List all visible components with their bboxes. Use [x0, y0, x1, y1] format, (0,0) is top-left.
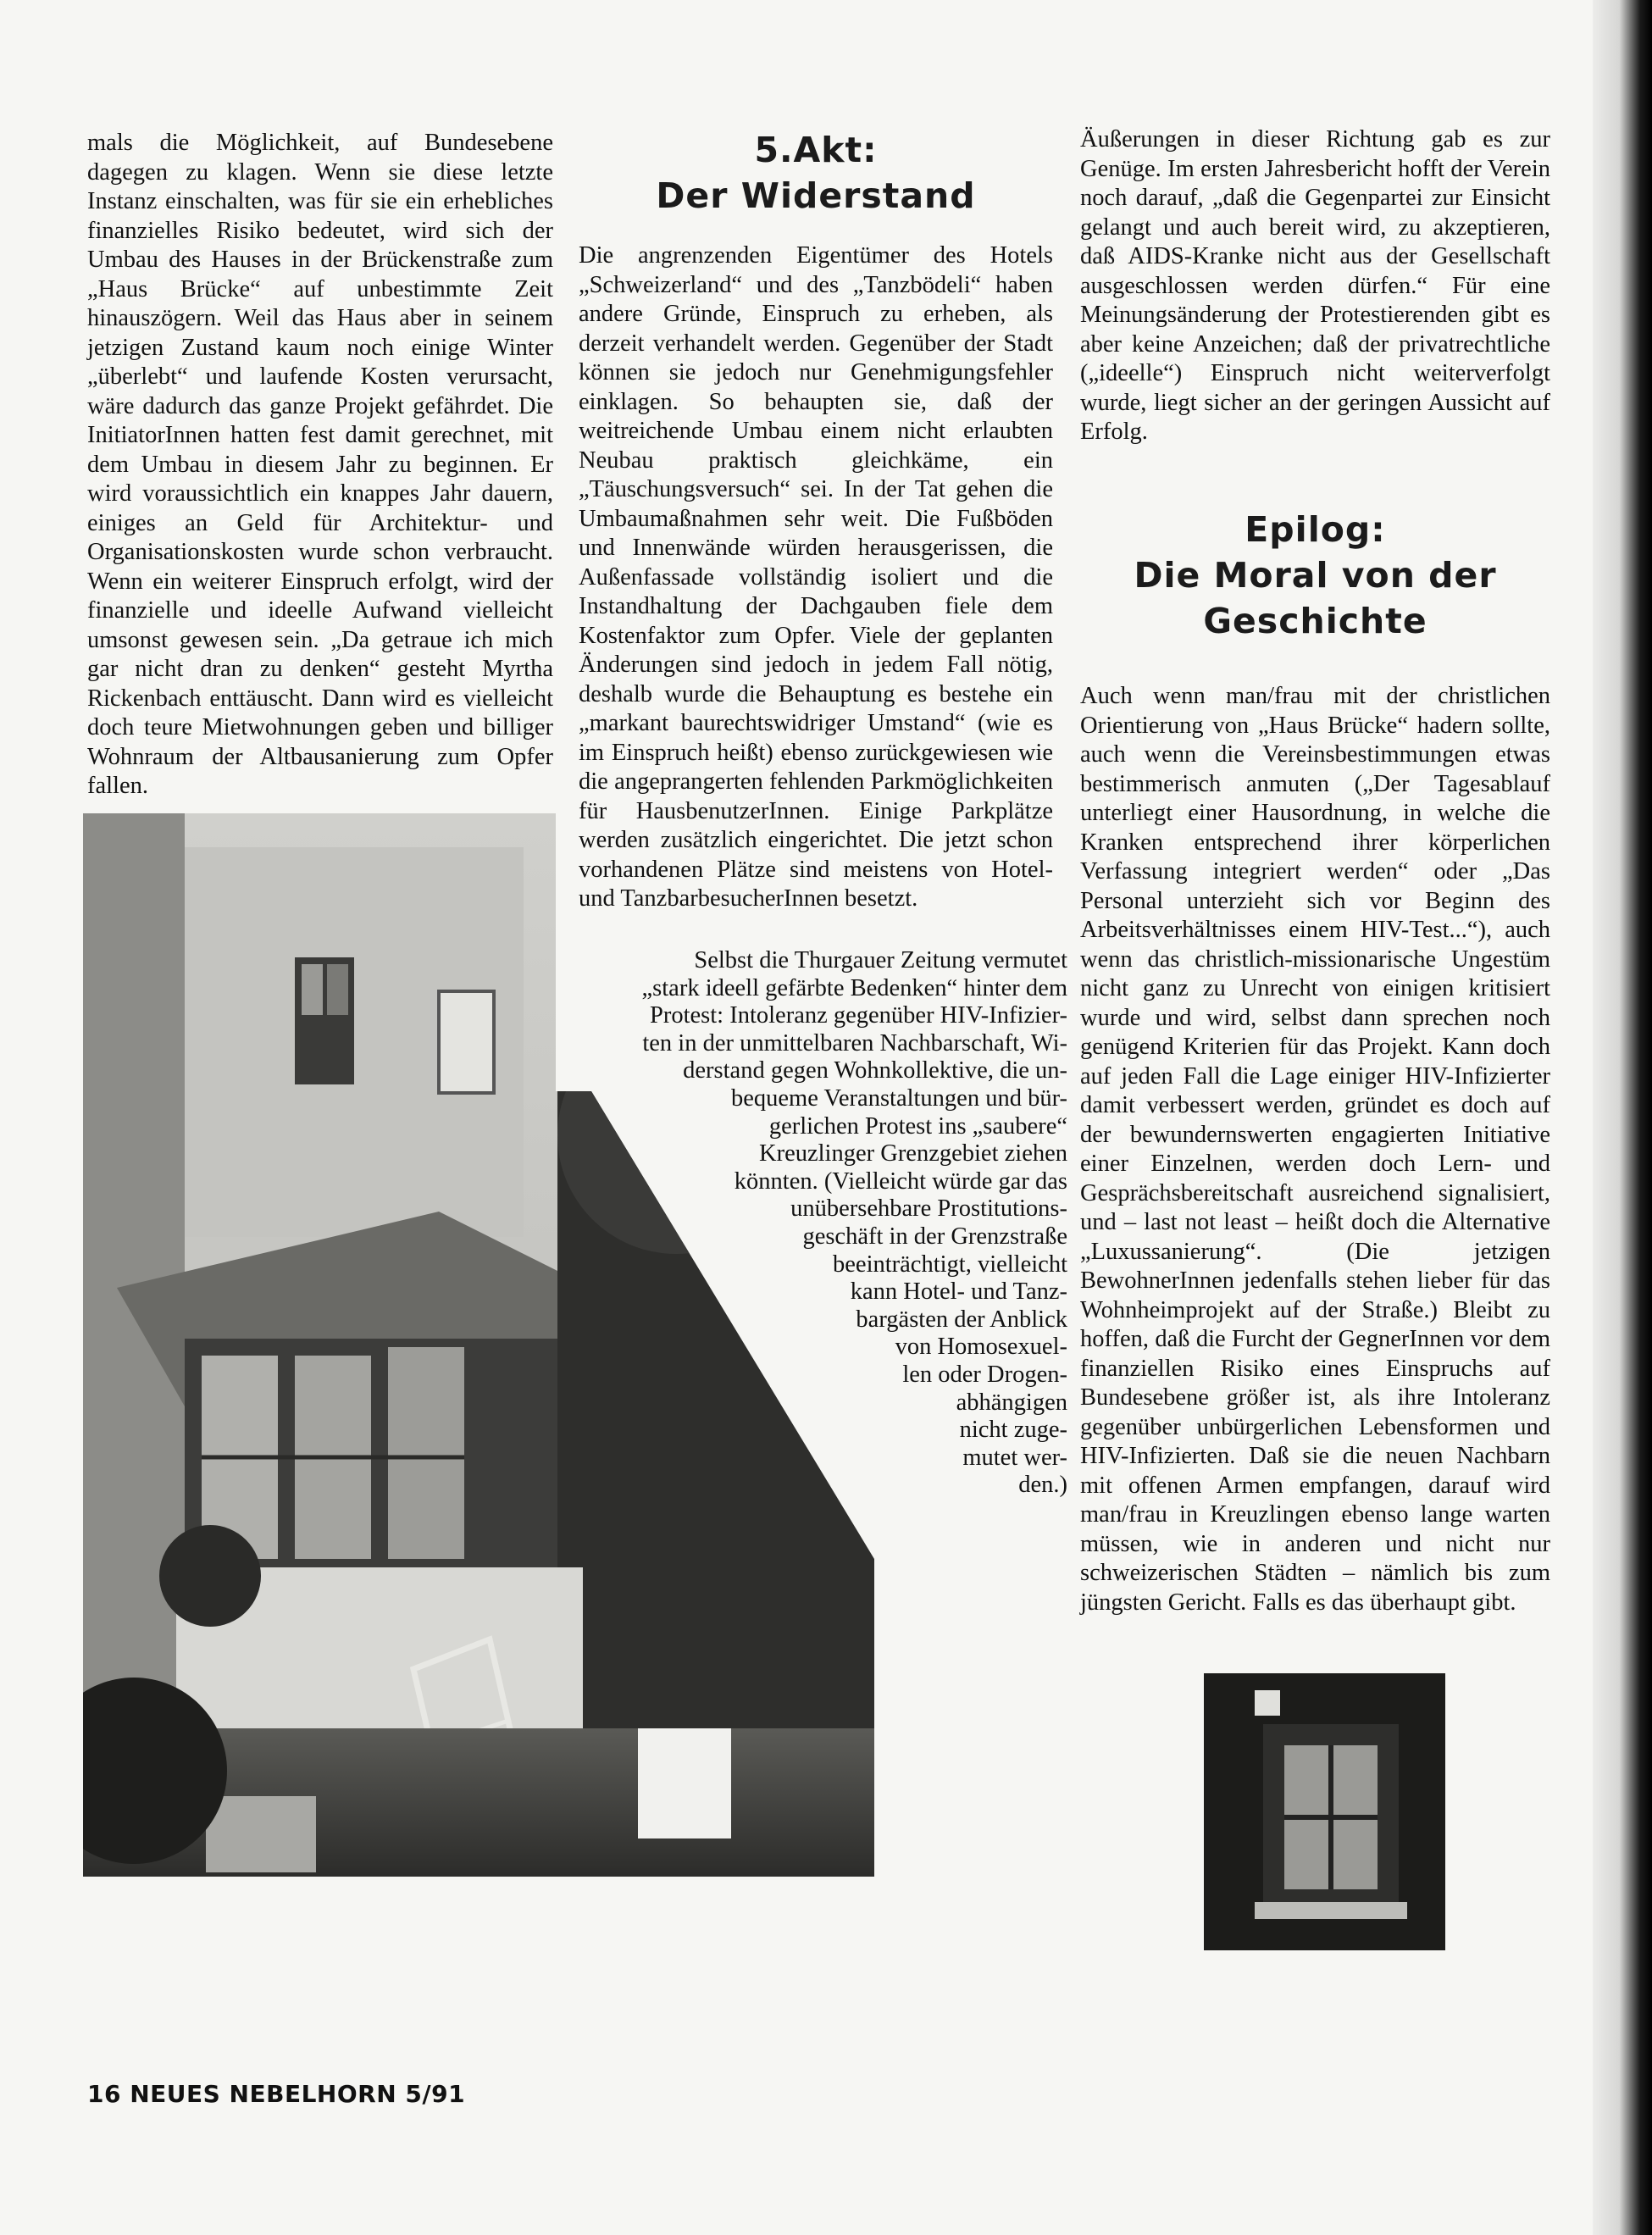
- heading-line: Epilog:: [1245, 509, 1386, 550]
- page-edge-shadow: [1593, 0, 1652, 2235]
- wrapped-line: derstand gegen Wohnkollektive, die un-: [683, 1057, 1067, 1084]
- wrapped-line: geschäft in der Grenzstraße: [802, 1223, 1067, 1250]
- wrapped-line: könnten. (Vielleicht würde gar das: [734, 1167, 1067, 1195]
- wrapped-line: Kreuzlinger Grenzgebiet ziehen: [759, 1140, 1067, 1167]
- wrapped-line: von Homosexuel-: [895, 1334, 1067, 1361]
- wrapped-line: ten in der unmittelbaren Nachbarschaft, Wi-: [642, 1029, 1067, 1056]
- wrapped-line: kann Hotel- und Tanz-: [850, 1278, 1067, 1306]
- article-paragraph: Äußerungen in dieser Richtung gab es zur Genüge. Im ersten Jahresbericht hofft der Verein noch darauf, „daß die Gegenpartei zur Einsicht gelangt und auch bereit wird, zu akzeptieren, daß AIDS-Kranke nicht aus der Gesellschaft ausgeschlossen werden dürfen.“ Für eine Meinungsänderung der Protestierenden gibt es aber keine Anzeichen; daß der privatrechtliche („ideelle“) Einspruch nicht weiterverfolgt wurde, liegt sicher an der geringen Aussicht auf Erfolg.: [1080, 126, 1550, 445]
- wrapped-line: mutet wer-: [962, 1444, 1067, 1471]
- heading-line: Geschichte: [1203, 601, 1427, 641]
- window-photo: [1204, 1673, 1445, 1950]
- wrapped-line: Protest: Intoleranz gegenüber HIV-Infizier-: [650, 1002, 1067, 1029]
- wrapped-line: bequeme Veranstaltungen und bür-: [731, 1084, 1067, 1112]
- section-heading-widerstand: [579, 127, 1053, 219]
- article-column-1: [87, 129, 553, 801]
- wrapped-line: Selbst die Thurgauer Zeitung vermutet: [694, 947, 1067, 973]
- article-column-3-epilog: [1080, 682, 1550, 1617]
- section-heading-epilog: [1080, 507, 1550, 644]
- article-paragraph: Die angrenzenden Eigentümer des Hotels „Schweizerland“ und des „Tanzbödeli“ haben andere Gründe, Einspruch zu erheben, als derzeit verhandelt werden. Gegenüber der Stadt können sie jedoch nur Genehmigungsfehler einklagen. So behaupten sie, daß der weitreichende Umbau einem nicht erlaubten Neubau praktisch gleichkäme, ein „Täuschungsversuch“ sei. In der Tat gehen die Umbaumaßnahmen sehr weit. Die Fußböden und Innenwände würden herausgerissen, die Außenfassade vollständig isoliert und die Instandhaltung der Dachgauben fiele dem Kostenfaktor zum Opfer. Viele der geplanten Änderungen sind jedoch in jedem Fall nötig, deshalb wurde die Behauptung es bestehe ein „markant baurechtswidriger Umstand“ (wie es im Einspruch heißt) ebenso zurückgewiesen wie die angeprangerten fehlenden Parkmöglichkeiten für HausbenutzerInnen. Einige Parkplätze werden zusätzlich eingerichtet. Die jetzt schon vorhandenen Plätze sind meistens von Hotel- und TanzbarbesucherInnen besetzt.: [579, 242, 1053, 912]
- wrapped-line: gerlichen Protest ins „saubere“: [768, 1112, 1067, 1140]
- wrapped-line: nicht zuge-: [959, 1417, 1067, 1444]
- article-paragraph: Auch wenn man/frau mit der christlichen Orientierung von „Haus Brücke“ hadern sollte, auch wenn die Vereinsbestimmungen etwas bestimmerisch anmuten („Der Tagesablauf unterliegt einer Hausordnung, in welche die Kranken entsprechend ihrer körperlichen Verfassung integriert werden“ oder „Das Personal unterzieht sich vor Beginn des Arbeitsverhältnisses einem HIV-Test...“), auch wenn das christlich-missionarische Ungestüm nicht ganz zu Unrecht von einigen kritisiert wurde und wird, selbst dann sprechen noch genügend Kriterien für das Projekt. Kann doch auf jeden Fall die Lage einiger HIV-Infizierter damit verbessert werden, gründet es doch auf der bewundernswerten engagierten Initiative einer Einzelnen, werden doch Lern- und Gesprächsbereitschaft ausreichend signalisiert, und – last not least – heißt doch die Alternative „Luxussanierung“. (Die jetzigen BewohnerInnen jedenfalls stehen lieber für das Wohnheimprojekt auf der Straße.) Bleibt zu hoffen, daß die Furcht der GegnerInnen vor dem finanziellen Risiko eines Einspruchs auf Bundesebene größer ist, als ihre Intoleranz gegenüber unbürgerlichen Lebensformen und HIV-Infizierten. Daß sie die neuen Nachbarn mit offenen Armen empfangen, darauf wird man/frau in Kreuzlingen ebenso lange warten müssen, wie in anderen und nicht nur schweizerischen Städten – nämlich bis zum jüngsten Gericht. Falls es das überhaupt gibt.: [1080, 683, 1550, 1616]
- wrapped-line: bargästen der Anblick: [856, 1306, 1067, 1333]
- wrapped-line: den.): [1018, 1472, 1067, 1499]
- house-photo: [83, 813, 874, 1877]
- wrapped-line: beeinträchtigt, vielleicht: [833, 1251, 1067, 1278]
- wrapped-line: „stark ideell gefärbte Bedenken“ hinter dem: [641, 974, 1067, 1001]
- heading-line: 5.Akt:: [754, 130, 878, 170]
- wrapped-line: abhängigen: [956, 1389, 1067, 1416]
- wrapped-line: len oder Drogen-: [902, 1361, 1067, 1388]
- wrapped-line: unübersehbare Prostitutions-: [790, 1195, 1067, 1223]
- heading-line: Der Widerstand: [656, 175, 976, 216]
- article-paragraph: mals die Möglichkeit, auf Bundesebene dagegen zu klagen. Wenn sie diese letzte Instanz einschalten, was für sie ein erhebliches finanzielles Risiko bedeutet, wird sich der Umbau des Hauses in der Brückenstraße zum „Haus Brücke“ auf unbestimmte Zeit hinauszögern. Weil das Haus aber in seinem jetzigen Zustand kaum noch einige Winter „überlebt“ und laufende Kosten verursacht, wäre dadurch das ganze Projekt gefährdet. Die InitiatorInnen hatten fest damit gerechnet, mit dem Umbau in diesem Jahr zu beginnen. Er wird voraussichtlich ein knappes Jahr dauern, einiges an Geld für Architektur- und Organisationskosten wurde schon verbraucht. Wenn ein weiterer Einspruch erfolgt, wird der finanzielle und ideelle Aufwand vielleicht umsonst gewesen sein. „Da getraue ich mich gar nicht dran zu denken“ gesteht Myrtha Rickenbach enttäuscht. Dann wird es vielleicht doch teure Mietwohnungen geben und billiger Wohnraum der Altbausanierung zum Opfer fallen.: [87, 130, 553, 799]
- article-column-3: [1080, 125, 1550, 447]
- heading-line: Die Moral von der: [1134, 555, 1497, 596]
- page-footer: 16 NEUES NEBELHORN 5/91: [87, 2080, 466, 2108]
